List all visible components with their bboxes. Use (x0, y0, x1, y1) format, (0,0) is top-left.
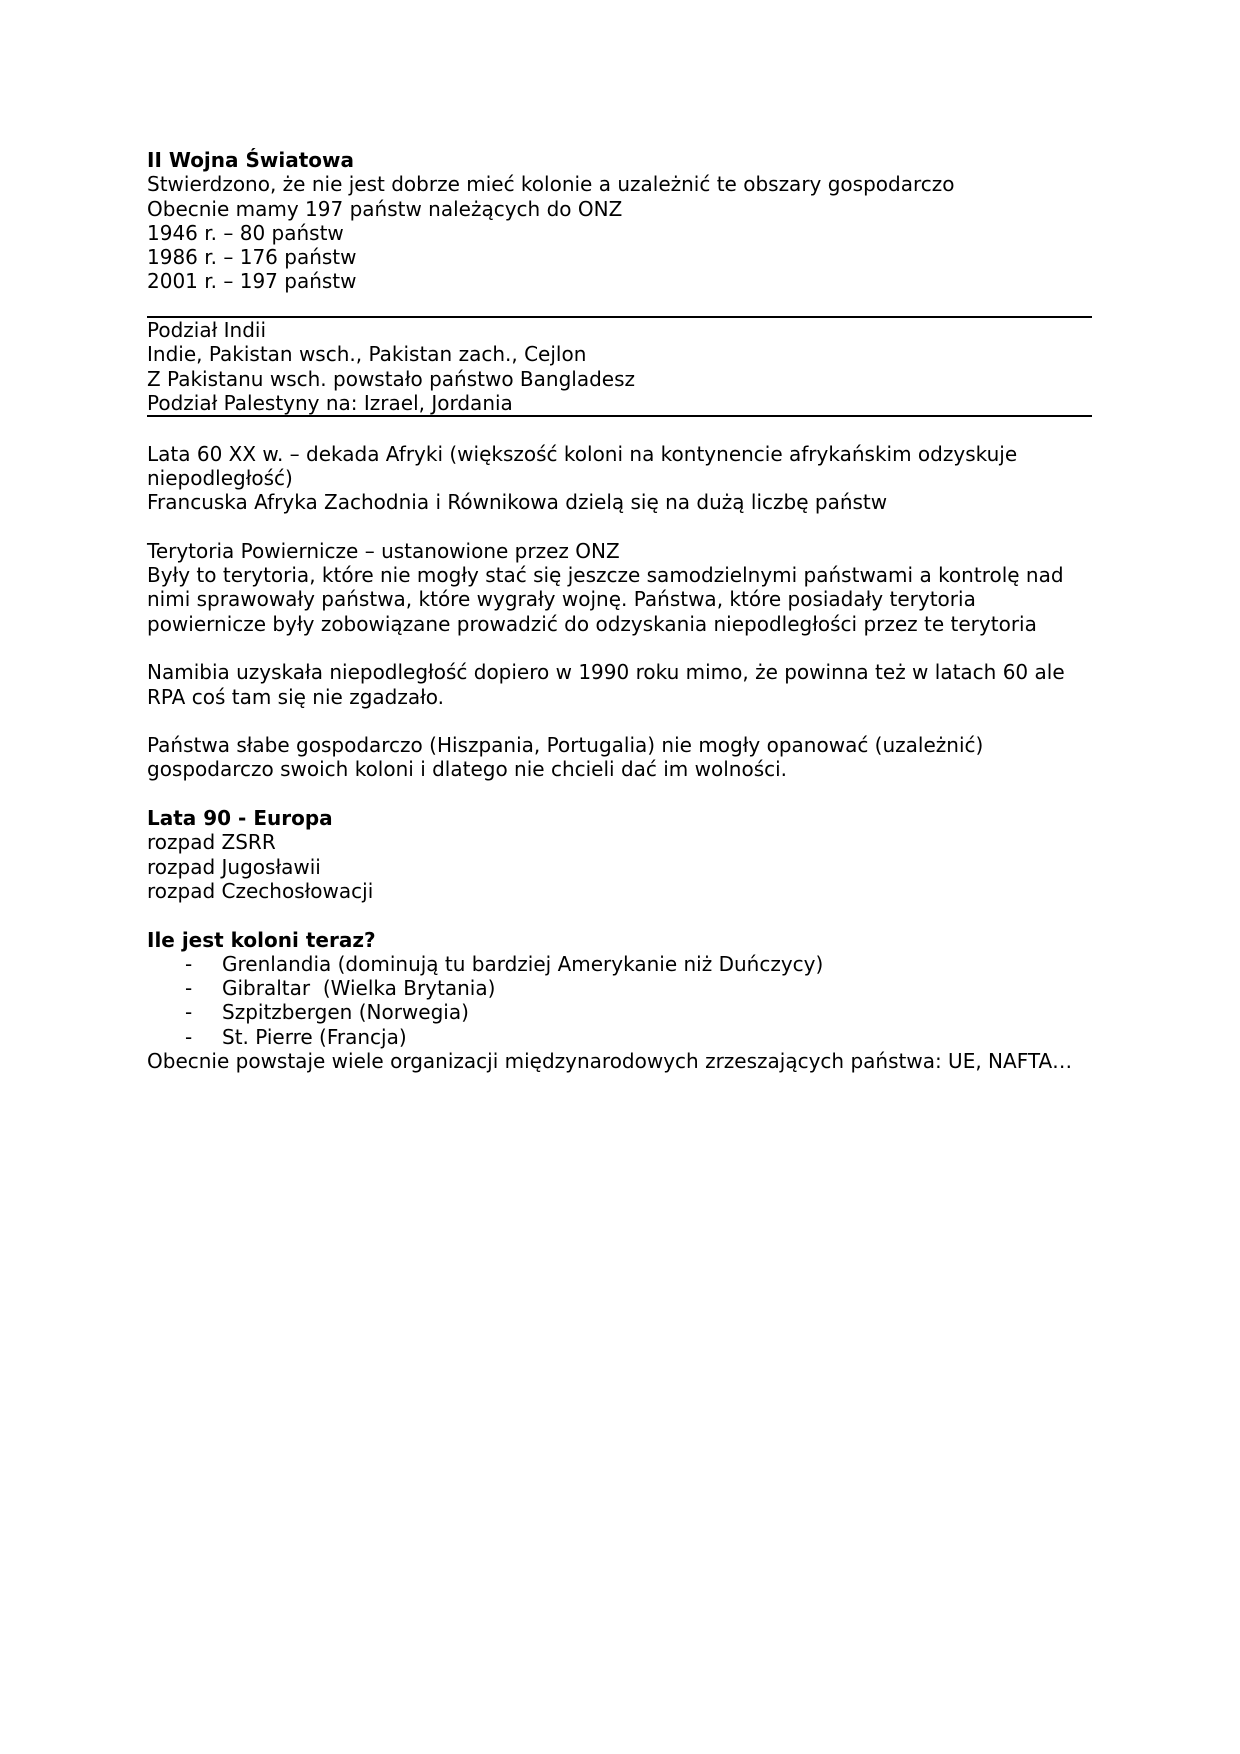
list-item-text: Szpitzbergen (Norwegia) (222, 1000, 469, 1025)
paragraph-line: Z Pakistanu wsch. powstało państwo Bangladesz (147, 366, 636, 391)
paragraph: Państwa słabe gospodarczo (Hiszpania, Portugalia) nie mogły opanować (uzależnić) gospodarczo swoich koloni i dlatego nie chcieli dać im wolności. (147, 733, 984, 782)
bordered-section (147, 316, 1092, 417)
paragraph-line: Podział Palestyny na: Izrael, Jordania (147, 390, 513, 415)
section-title: Ile jest koloni teraz? (147, 927, 376, 952)
paragraph-line: 2001 r. – 197 państw (147, 269, 357, 294)
list-item-text: St. Pierre (Francja) (222, 1024, 407, 1049)
paragraph-line: Podział Indii (147, 318, 267, 343)
paragraph-heading: Terytoria Powiernicze – ustanowione przez ONZ (147, 538, 620, 563)
paragraph-line: Obecnie mamy 197 państw należących do ONZ (147, 196, 623, 221)
dash-bullet-icon: - (185, 951, 193, 976)
dash-bullet-icon: - (185, 976, 193, 1001)
list-item (147, 1000, 1092, 1024)
list-item (147, 976, 1092, 1000)
dash-bullet-icon: - (185, 1024, 193, 1049)
dash-bullet-icon: - (185, 1000, 193, 1025)
paragraph-line: Indie, Pakistan wsch., Pakistan zach., Cejlon (147, 342, 587, 367)
list-item-text: Gibraltar (Wielka Brytania) (222, 976, 496, 1001)
list-item (147, 1025, 1092, 1049)
document-page (147, 148, 1092, 1073)
paragraph-line: rozpad Jugosławii (147, 854, 321, 879)
list-item-text: Grenlandia (dominują tu bardziej Amerykanie niż Duńczycy) (222, 951, 824, 976)
paragraph: Były to terytoria, które nie mogły stać się jeszcze samodzielnymi państwami a kontrolę nad nimi sprawowały państwa, które wygrały wojnę. Państwa, które posiadały terytoria powiernicze były zobowiązane prowadzić do odzyskania niepodległości przez te terytoria (147, 563, 1064, 636)
paragraph: Namibia uzyskała niepodległość dopiero w 1990 roku mimo, że powinna też w latach 60 ale RPA coś tam się nie zgadzało. (147, 660, 1065, 709)
section-title: Lata 90 - Europa (147, 806, 333, 831)
paragraph-line: 1986 r. – 176 państw (147, 245, 357, 270)
paragraph: Lata 60 XX w. – dekada Afryki (większość koloni na kontynencie afrykańskim odzyskuje niepodległość) (147, 441, 1018, 490)
paragraph-line: rozpad Czechosłowacji (147, 878, 374, 903)
section-title: II Wojna Światowa (147, 148, 354, 172)
paragraph: Obecnie powstaje wiele organizacji międzynarodowych zrzeszających państwa: UE, NAFTA… (147, 1048, 1073, 1073)
list-item (147, 952, 1092, 976)
paragraph-line: 1946 r. – 80 państw (147, 220, 344, 245)
paragraph-line: Stwierdzono, że nie jest dobrze mieć kolonie a uzależnić te obszary gospodarczo (147, 172, 955, 197)
paragraph-line: Francuska Afryka Zachodnia i Równikowa dzielą się na dużą liczbę państw (147, 490, 888, 515)
paragraph-line: rozpad ZSRR (147, 830, 276, 855)
